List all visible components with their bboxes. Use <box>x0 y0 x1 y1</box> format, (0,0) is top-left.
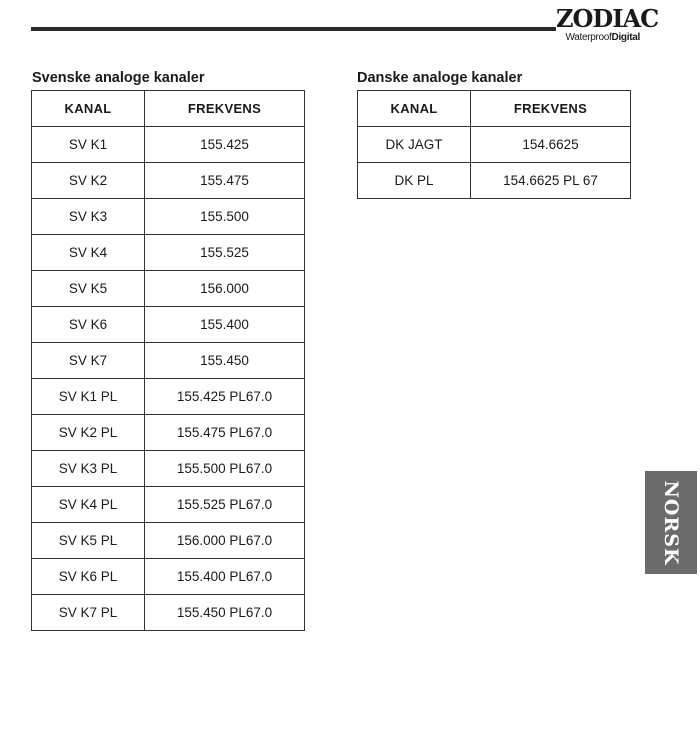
zodiac-logo <box>556 4 659 46</box>
channel-name-cell: SV K5 PL <box>32 523 145 559</box>
channel-name-cell: SV K4 <box>32 235 145 271</box>
table-row <box>32 163 305 199</box>
channel-name-cell: SV K2 <box>32 163 145 199</box>
logo-subtitle <box>556 32 640 43</box>
channel-name-cell: DK PL <box>358 163 471 199</box>
frequency-cell: 154.6625 PL 67 <box>471 163 631 199</box>
swedish-channels-table <box>31 90 305 631</box>
danish-channels-title: Danske analoge kanaler <box>357 70 523 86</box>
column-header-frekvens: FREKVENS <box>145 91 305 127</box>
table-row <box>32 379 305 415</box>
frequency-cell: 155.400 PL67.0 <box>145 559 305 595</box>
frequency-cell: 155.525 PL67.0 <box>145 487 305 523</box>
column-header-frekvens: FREKVENS <box>471 91 631 127</box>
frequency-cell: 155.500 <box>145 199 305 235</box>
frequency-cell: 155.475 PL67.0 <box>145 415 305 451</box>
table-row <box>358 163 631 199</box>
frequency-cell: 155.450 <box>145 343 305 379</box>
table-row <box>32 487 305 523</box>
table-row <box>32 523 305 559</box>
channel-name-cell: SV K1 <box>32 127 145 163</box>
table-row <box>358 127 631 163</box>
header-rule <box>31 27 636 31</box>
table-header-row <box>32 91 305 127</box>
table-row <box>32 595 305 631</box>
channel-name-cell: SV K2 PL <box>32 415 145 451</box>
frequency-cell: 155.400 <box>145 307 305 343</box>
table-row <box>32 199 305 235</box>
language-tab-norsk <box>645 471 697 574</box>
channel-name-cell: SV K7 PL <box>32 595 145 631</box>
column-header-kanal: KANAL <box>32 91 145 127</box>
table-row <box>32 559 305 595</box>
channel-name-cell: SV K6 PL <box>32 559 145 595</box>
channel-name-cell: SV K3 <box>32 199 145 235</box>
language-tab-label: NORSK <box>660 480 682 565</box>
frequency-cell: 155.425 PL67.0 <box>145 379 305 415</box>
channel-name-cell: SV K5 <box>32 271 145 307</box>
frequency-cell: 154.6625 <box>471 127 631 163</box>
logo-brand: ZODIAC <box>556 4 659 33</box>
logo-sub-light: Waterproof <box>565 32 612 43</box>
table-row <box>32 271 305 307</box>
table-row <box>32 415 305 451</box>
frequency-cell: 155.525 <box>145 235 305 271</box>
danish-channels-table <box>357 90 631 199</box>
channel-name-cell: DK JAGT <box>358 127 471 163</box>
channel-name-cell: SV K3 PL <box>32 451 145 487</box>
frequency-cell: 155.450 PL67.0 <box>145 595 305 631</box>
table-header-row <box>358 91 631 127</box>
swedish-channels-title: Svenske analoge kanaler <box>32 70 205 86</box>
frequency-cell: 155.475 <box>145 163 305 199</box>
channel-name-cell: SV K4 PL <box>32 487 145 523</box>
table-row <box>32 343 305 379</box>
frequency-cell: 156.000 <box>145 271 305 307</box>
frequency-cell: 155.500 PL67.0 <box>145 451 305 487</box>
channel-name-cell: SV K1 PL <box>32 379 145 415</box>
table-row <box>32 235 305 271</box>
channel-name-cell: SV K6 <box>32 307 145 343</box>
logo-sub-bold: Digital <box>611 32 640 43</box>
channel-name-cell: SV K7 <box>32 343 145 379</box>
table-row <box>32 127 305 163</box>
frequency-cell: 156.000 PL67.0 <box>145 523 305 559</box>
column-header-kanal: KANAL <box>358 91 471 127</box>
table-row <box>32 307 305 343</box>
frequency-cell: 155.425 <box>145 127 305 163</box>
table-row <box>32 451 305 487</box>
